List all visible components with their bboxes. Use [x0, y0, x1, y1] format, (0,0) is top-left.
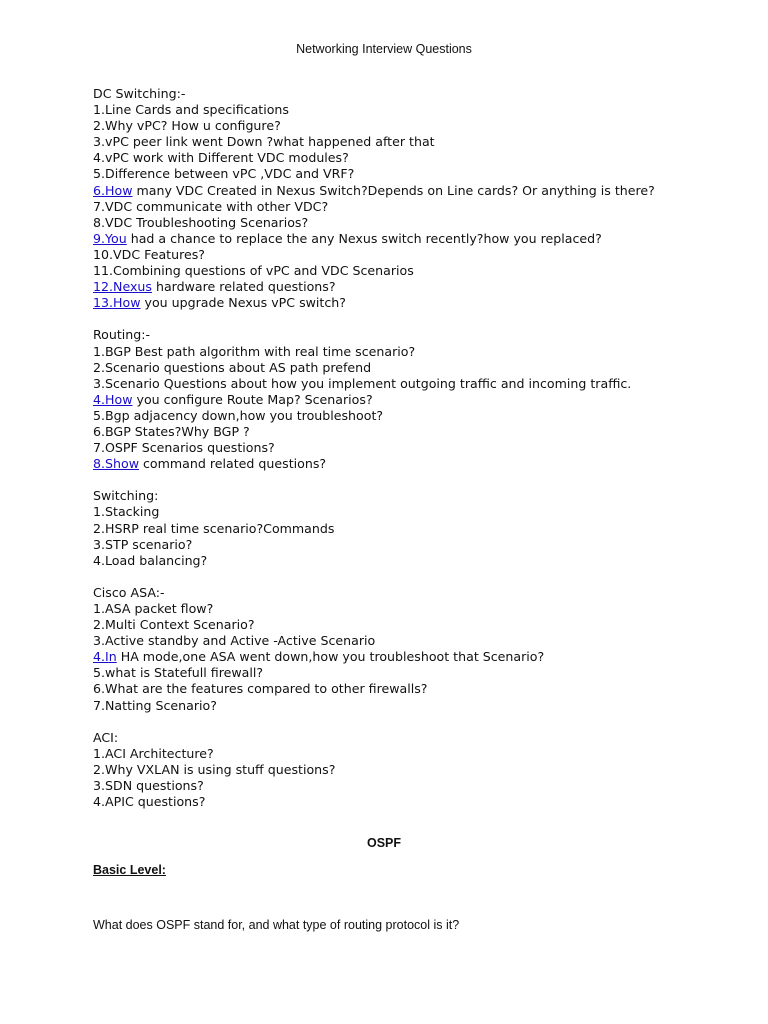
list-item: 5.what is Statefull firewall?	[93, 665, 264, 681]
basic-level-heading: Basic Level:	[93, 863, 166, 877]
list-item: 3.SDN questions?	[93, 778, 204, 794]
list-item	[93, 649, 693, 665]
section-switching	[93, 488, 693, 568]
list-item: 2.Why vPC? How u configure?	[93, 118, 281, 134]
section-routing	[93, 327, 693, 472]
list-item	[93, 279, 693, 295]
item-text: you configure Route Map? Scenarios?	[132, 391, 373, 407]
list-item: 10.VDC Features?	[93, 246, 205, 262]
item-link[interactable]: 6.How	[93, 182, 133, 198]
section-heading: ACI:	[93, 729, 119, 745]
list-item: 2.HSRP real time scenario?Commands	[93, 520, 335, 536]
item-text: command related questions?	[139, 456, 327, 472]
list-item	[93, 456, 693, 472]
list-item: 6.What are the features compared to other firewalls?	[93, 681, 428, 697]
list-item	[93, 392, 693, 408]
list-item: 6.BGP States?Why BGP ?	[93, 423, 250, 439]
list-item: 3.Scenario Questions about how you implement outgoing traffic and incoming traffic.	[93, 375, 632, 391]
section-cisco-asa	[93, 585, 693, 714]
section-dc-switching	[93, 86, 693, 311]
item-link[interactable]: 4.In	[93, 649, 117, 665]
blank-line	[93, 569, 693, 585]
section-heading: Cisco ASA:-	[93, 584, 165, 600]
list-item: 1.ASA packet flow?	[93, 601, 214, 616]
ospf-question: What does OSPF stand for, and what type of routing protocol is it?	[93, 918, 460, 932]
list-item: 11.Combining questions of vPC and VDC Scenarios	[93, 263, 414, 279]
list-item: 1.BGP Best path algorithm with real time scenario?	[93, 343, 416, 359]
list-item: 4.vPC work with Different VDC modules?	[93, 150, 349, 166]
blank-line	[93, 714, 693, 730]
item-link[interactable]: 13.How	[93, 295, 141, 311]
item-link[interactable]: 8.Show	[93, 456, 139, 472]
list-item	[93, 231, 693, 247]
list-item	[93, 183, 693, 199]
list-item: 2.Scenario questions about AS path prefend	[93, 359, 372, 375]
section-heading: DC Switching:-	[93, 86, 186, 101]
list-item: 2.Why VXLAN is using stuff questions?	[93, 761, 336, 777]
item-text: had a chance to replace the any Nexus switch recently?how you replaced?	[126, 230, 602, 246]
list-item: 4.Load balancing?	[93, 552, 208, 568]
list-item: 3.Active standby and Active -Active Scenario	[93, 633, 376, 649]
list-item: 7.Natting Scenario?	[93, 697, 217, 713]
section-heading: Switching:	[93, 488, 159, 504]
list-item: 7.OSPF Scenarios questions?	[93, 440, 275, 456]
item-text: HA mode,one ASA went down,how you troubleshoot that Scenario?	[116, 649, 545, 665]
list-item: 1.Stacking	[93, 504, 160, 520]
list-item: 4.APIC questions?	[93, 794, 206, 810]
list-item: 5.Difference between vPC ,VDC and VRF?	[93, 166, 355, 182]
blank-line	[93, 311, 693, 327]
list-item: 2.Multi Context Scenario?	[93, 617, 255, 633]
list-item: 7.VDC communicate with other VDC?	[93, 198, 329, 214]
item-text: hardware related questions?	[151, 279, 336, 295]
list-item: 1.ACI Architecture?	[93, 745, 214, 761]
item-text: you upgrade Nexus vPC switch?	[140, 295, 346, 311]
blank-line	[93, 472, 693, 488]
list-item: 3.STP scenario?	[93, 536, 193, 552]
item-link[interactable]: 4.How	[93, 391, 133, 407]
item-text: many VDC Created in Nexus Switch?Depends on Line cards? Or anything is there?	[132, 182, 655, 198]
section-heading: Routing:-	[93, 327, 151, 343]
list-item	[93, 295, 693, 311]
document-title: Networking Interview Questions	[296, 42, 472, 56]
list-item: 1.Line Cards and specifications	[93, 102, 289, 118]
item-link[interactable]: 9.You	[93, 230, 127, 246]
list-item: 3.vPC peer link went Down ?what happened after that	[93, 134, 435, 150]
section-aci	[93, 730, 693, 810]
ospf-heading: OSPF	[366, 836, 402, 850]
item-link[interactable]: 12.Nexus	[93, 279, 152, 295]
list-item: 8.VDC Troubleshooting Scenarios?	[93, 214, 309, 230]
document-body	[93, 86, 693, 810]
list-item: 5.Bgp adjacency down,how you troubleshoot?	[93, 407, 384, 423]
